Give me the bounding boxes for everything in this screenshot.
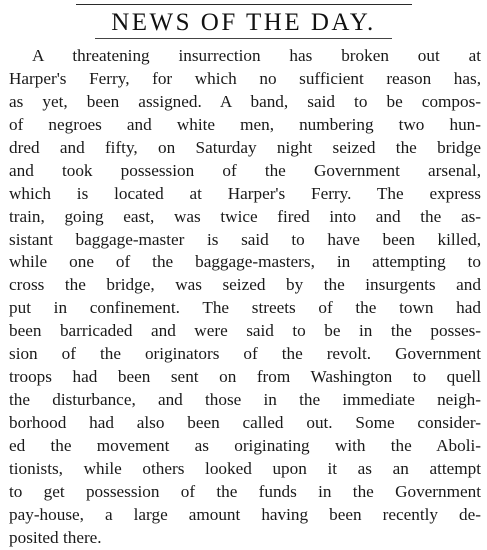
article-line: cross the bridge, was seized by the insurgents and: [9, 275, 481, 295]
article-line: of negroes and white men, numbering two hun-: [9, 114, 481, 134]
article-line: to get possession of the funds in the Government: [9, 481, 481, 501]
article-line: posited there.: [9, 527, 102, 547]
article-line: dred and fifty, on Saturday night seized the bridge: [9, 137, 481, 157]
article-line: tionists, while others looked upon it as an attempt: [9, 458, 481, 478]
article-line: pay-house, a large amount having been recently de-: [9, 504, 481, 524]
article-line: put in confinement. The streets of the town had: [9, 298, 481, 318]
article-line: A threatening insurrection has broken out at: [32, 46, 481, 65]
article-line: as yet, been assigned. A band, said to be compos-: [9, 91, 481, 111]
article-line: sion of the originators of the revolt. Government: [9, 344, 481, 364]
article-line: sistant baggage-master is said to have been killed,: [9, 229, 481, 249]
article-line: train, going east, was twice fired into and the as-: [9, 206, 481, 226]
article-line: troops had been sent on from Washington to quell: [9, 367, 481, 387]
article-line: the disturbance, and those in the immediate neigh-: [9, 390, 481, 410]
headline-rule: [95, 38, 392, 39]
article-line: which is located at Harper's Ferry. The express: [9, 183, 481, 203]
article-line: while one of the baggage-masters, in attempting to: [9, 252, 481, 272]
article-body: [9, 45, 481, 550]
article-line: and took possession of the Government arsenal,: [9, 160, 481, 180]
article-line: been barricaded and were said to be in the posses-: [9, 321, 481, 341]
article-line: borhood had also been called out. Some consider-: [9, 413, 481, 432]
article-line: ed the movement as originating with the Aboli-: [9, 435, 481, 455]
headline: NEWS OF THE DAY.: [111, 9, 376, 36]
top-rule: [76, 4, 412, 5]
article-line: Harper's Ferry, for which no sufficient reason has,: [9, 68, 481, 88]
